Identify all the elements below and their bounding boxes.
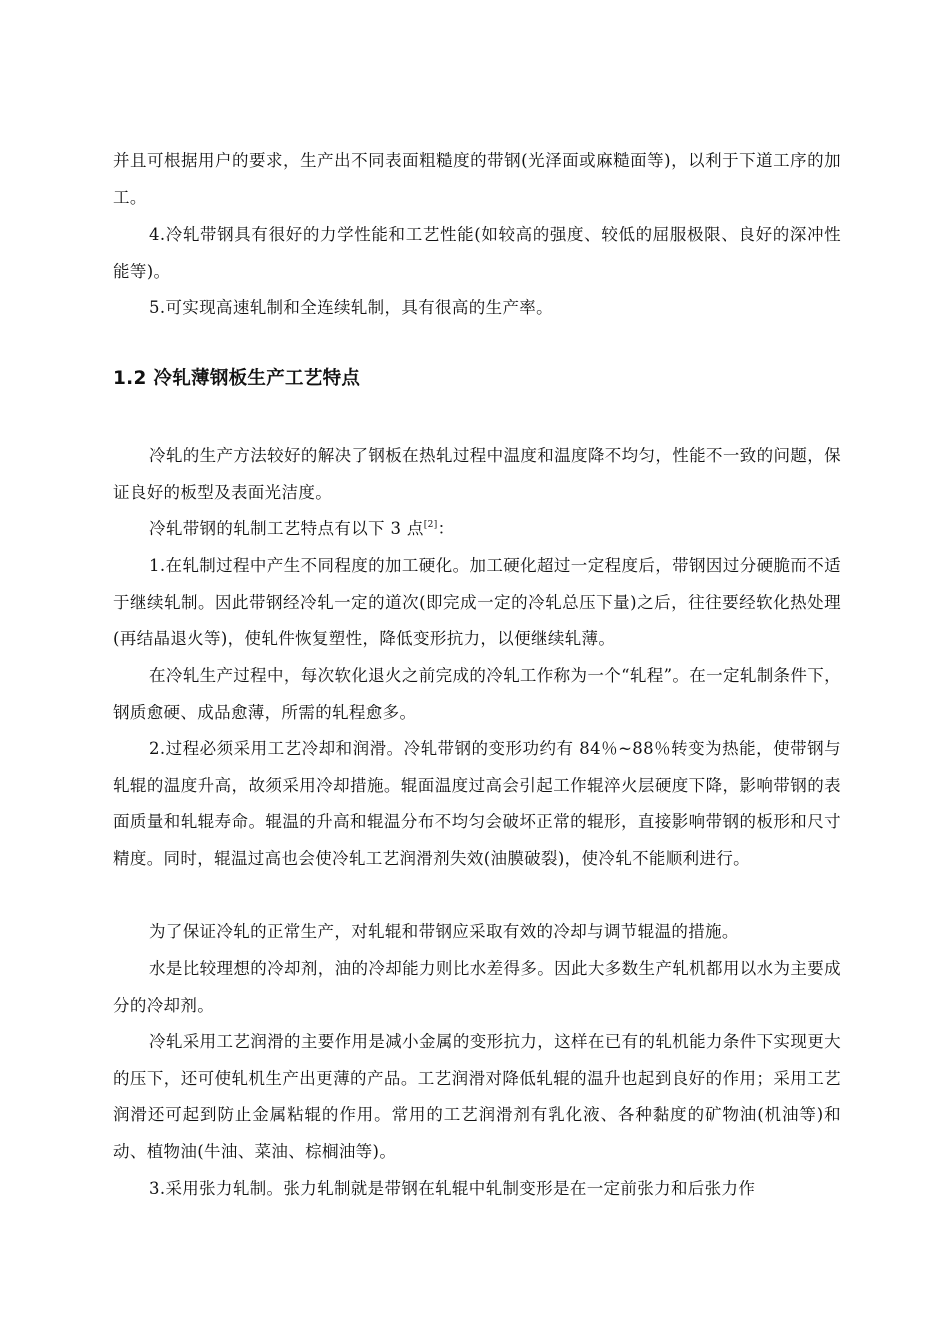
paragraph-intro: 冷轧的生产方法较好的解决了钢板在热轧过程中温度和温度降不均匀，性能不一致的问题，保证良好的板型及表面光洁度。 xyxy=(113,446,841,502)
paragraph-high-speed-rolling: 5.可实现高速轧制和全连续轧制，具有很高的生产率。 xyxy=(149,298,553,317)
paragraph-mechanical-properties: 4.冷轧带钢具有很好的力学性能和工艺性能(如较高的强度、较低的屈服极限、良好的深冲性能等)。 xyxy=(113,225,841,281)
paragraph-rolling-pass: 在冷轧生产过程中，每次软化退火之前完成的冷轧工作称为一个“轧程”。在一定轧制条件下，钢质愈硬、成品愈薄，所需的轧程愈多。 xyxy=(113,666,841,722)
paragraph-cooling-measures: 为了保证冷轧的正常生产，对轧辊和带钢应采取有效的冷却与调节辊温的措施。 xyxy=(149,922,739,941)
features-intro-suffix: ： xyxy=(437,519,455,538)
paragraph-surface-roughness: 并且可根据用户的要求，生产出不同表面粗糙度的带钢(光泽面或麻糙面等)，以利于下道工序的加工。 xyxy=(113,151,841,207)
paragraph-tension-rolling: 3.采用张力轧制。张力轧制就是带钢在轧辊中轧制变形是在一定前张力和后张力作 xyxy=(149,1179,756,1198)
paragraph-cooling-lubrication: 2.过程必须采用工艺冷却和润滑。冷轧带钢的变形功约有 84％~88％转变为热能，使带钢与轧辊的温度升高，故须采用冷却措施。辊面温度过高会引起工作辊淬火层硬度下降，影响带钢的表面质量和轧辊寿命。辊温的升高和辊温分布不均匀会破坏正常的辊形，直接影响带钢的板形和尺寸精度。同时，辊温过高也会使冷轧工艺润滑剂失效(油膜破裂)，使冷轧不能顺利进行。 xyxy=(113,739,841,868)
paragraph-features-intro xyxy=(113,511,841,548)
paragraph-lubrication-purpose: 冷轧采用工艺润滑的主要作用是减小金属的变形抗力，这样在已有的轧机能力条件下实现更大的压下，还可使轧机生产出更薄的产品。工艺润滑对降低轧辊的温升也起到良好的作用；采用工艺润滑还可起到防止金属粘辊的作用。常用的工艺润滑剂有乳化液、各种黏度的矿物油(机油等)和动、植物油(牛油、菜油、棕榈油等)。 xyxy=(113,1032,841,1161)
paragraph-work-hardening: 1.在轧制过程中产生不同程度的加工硬化。加工硬化超过一定程度后，带钢因过分硬脆而不适于继续轧制。因此带钢经冷轧一定的道次(即完成一定的冷轧总压下量)之后，往往要经软化热处理(再结晶退火等)，使轧件恢复塑性，降低变形抗力，以便继续轧薄。 xyxy=(113,556,841,648)
paragraph-coolant: 水是比较理想的冷却剂，油的冷却能力则比水差得多。因此大多数生产轧机都用以水为主要成分的冷却剂。 xyxy=(113,959,841,1015)
features-intro-text: 冷轧带钢的轧制工艺特点有以下 3 点 xyxy=(149,519,424,538)
section-heading: 1.2 冷轧薄钢板生产工艺特点 xyxy=(113,368,361,389)
citation-reference[interactable]: [2] xyxy=(423,519,438,530)
